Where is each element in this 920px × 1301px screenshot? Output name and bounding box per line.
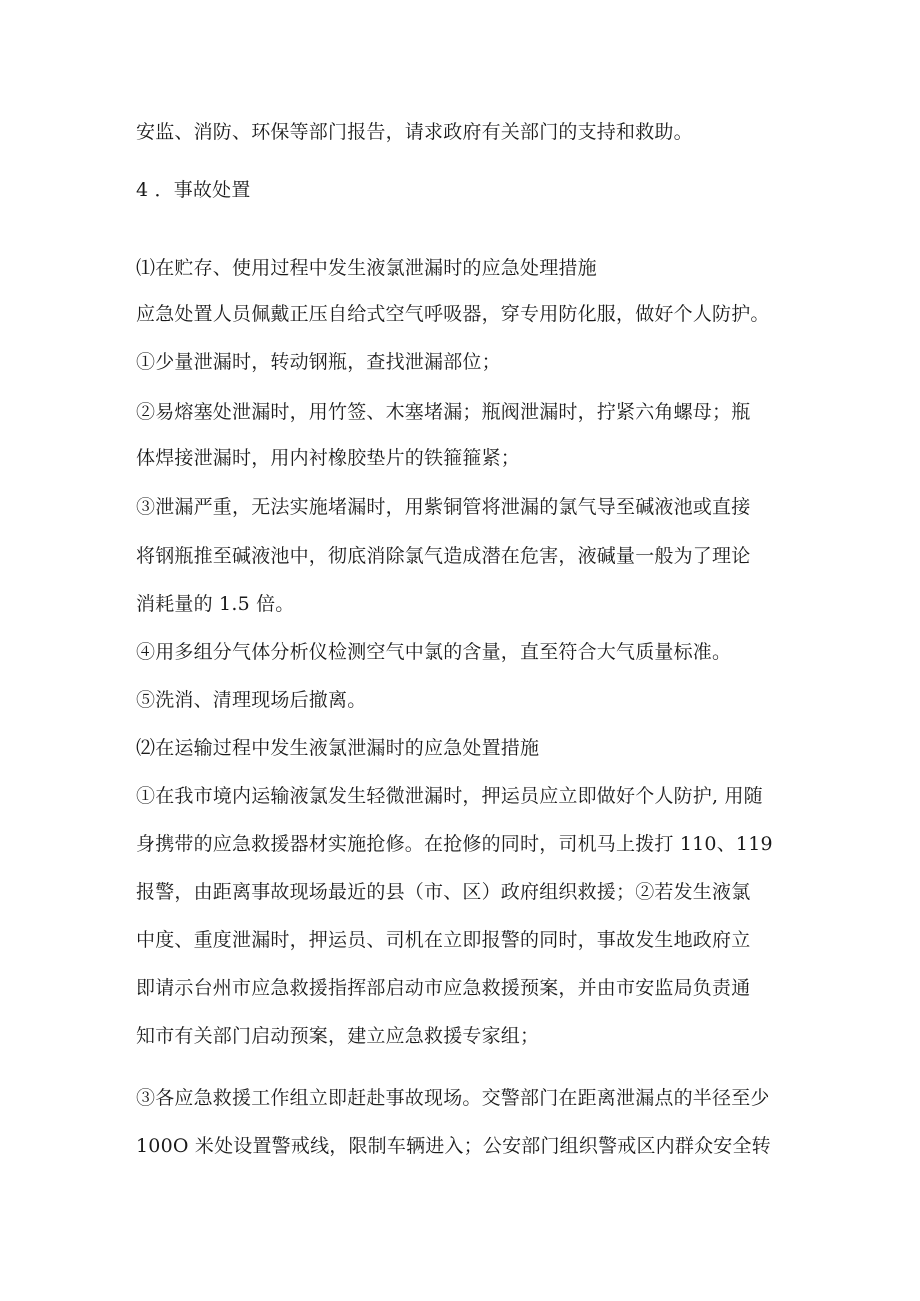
- list-item: ①少量泄漏时，转动钢瓶，查找泄漏部位；: [136, 351, 501, 373]
- text-line: 知市有关部门启动预案，建立应急救援专家组；: [136, 1025, 540, 1047]
- list-item: ②易熔塞处泄漏时，用竹签、木塞堵漏；瓶阀泄漏时，拧紧六角螺母；瓶: [136, 401, 751, 423]
- text-line: 应急处置人员佩戴正压自给式空气呼吸器，穿专用防化服，做好个人防护。: [136, 303, 770, 325]
- list-item: ①在我市境内运输液氯发生轻微泄漏时，押运员应立即做好个人防护, 用随: [136, 785, 763, 807]
- text-line: 将钢瓶推至碱液池中，彻底消除氯气造成潜在危害，液碱量一般为了理论: [136, 545, 751, 567]
- text-line: 安监、消防、环保等部门报告，请求政府有关部门的支持和救助。: [136, 121, 693, 143]
- section-heading: 4 ．事故处置: [136, 179, 251, 201]
- text-line: 体焊接泄漏时，用内衬橡胶垫片的铁箍箍紧；: [136, 447, 521, 469]
- list-item: ③泄漏严重，无法实施堵漏时，用紫铜管将泄漏的氯气导至碱液池或直接: [136, 496, 751, 518]
- list-item: ④用多组分气体分析仪检测空气中氯的含量，直至符合大气质量标准。: [136, 641, 732, 663]
- text-line: 消耗量的 1.5 倍。: [136, 593, 295, 615]
- text-line: 报警，由距离事故现场最近的县（市、区）政府组织救援；②若发生液氯: [136, 881, 751, 903]
- text-line: 身携带的应急救援器材实施抢修。在抢修的同时，司机马上拨打 110、119: [136, 833, 773, 855]
- list-item: ③各应急救援工作组立即赶赴事故现场。交警部门在距离泄漏点的半径至少: [136, 1087, 770, 1109]
- subsection-heading: ⑵在运输过程中发生液氯泄漏时的应急处置措施: [136, 737, 540, 759]
- text-line: 即请示台州市应急救援指挥部启动市应急救援预案，并由市安监局负责通: [136, 977, 751, 999]
- text-line: 100O 米处设置警戒线，限制车辆进入；公安部门组织警戒区内群众安全转: [136, 1135, 771, 1157]
- list-item: ⑤洗消、清理现场后撤离。: [136, 689, 367, 711]
- text-line: 中度、重度泄漏时，押运员、司机在立即报警的同时，事故发生地政府立: [136, 929, 751, 951]
- subsection-heading: ⑴在贮存、使用过程中发生液氯泄漏时的应急处理措施: [136, 257, 597, 279]
